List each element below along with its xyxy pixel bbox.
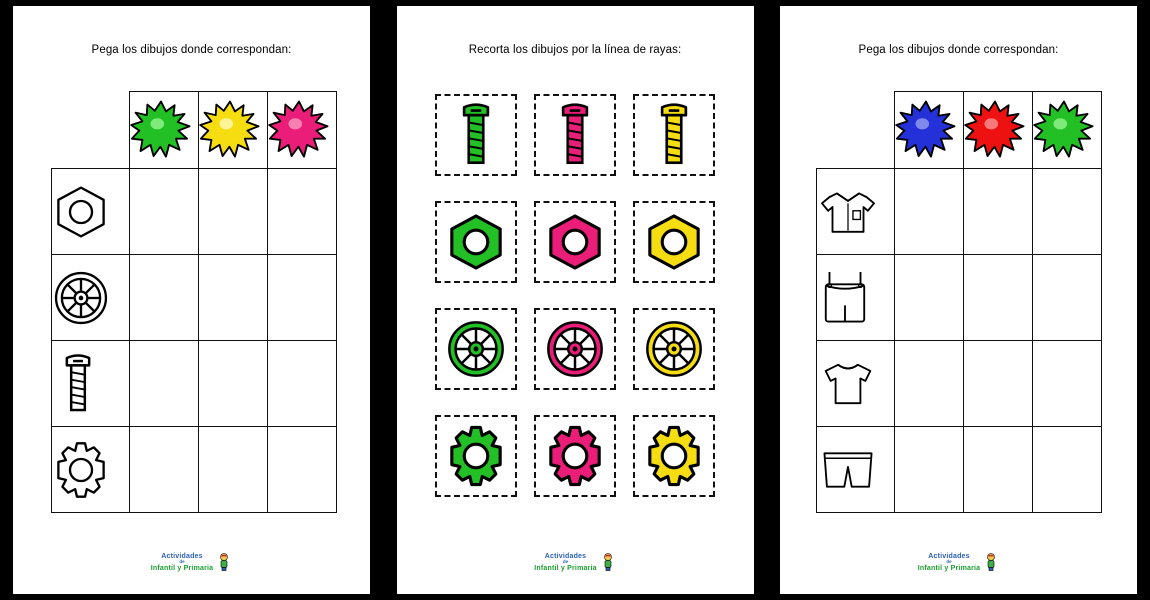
table-row (52, 341, 337, 427)
paste-grid-3 (816, 91, 1102, 513)
screw-magenta-icon (552, 102, 598, 168)
grid-corner (817, 92, 895, 169)
cutout-screw-magenta[interactable] (534, 94, 616, 176)
cutout-gear-yellow[interactable] (633, 415, 715, 497)
column-header-splat-red (964, 92, 1033, 169)
row-header-overalls-outline (817, 255, 895, 341)
nut-outline-icon (52, 183, 110, 241)
grid-corner (52, 92, 130, 169)
wheel-green-icon (445, 318, 507, 380)
page-title: Recorta los dibujos por la línea de rayas: (468, 44, 682, 56)
table-row (817, 341, 1102, 427)
footer-logo-text (151, 553, 214, 572)
worksheet-sheet-3 (780, 6, 1137, 594)
footer-logo (780, 553, 1137, 572)
paste-cell[interactable] (964, 427, 1033, 513)
footer-logo-line3: Infantil y Primaria (150, 564, 214, 572)
paste-grid-1 (51, 91, 337, 513)
paste-cell[interactable] (895, 255, 964, 341)
shirt-outline-icon (817, 186, 879, 238)
table-row (52, 169, 337, 255)
paste-cell[interactable] (130, 169, 199, 255)
gear-outline-icon (52, 441, 110, 499)
column-header-splat-magenta (268, 92, 337, 169)
cutout-nut-green[interactable] (435, 201, 517, 283)
splat-yellow-icon (199, 99, 261, 161)
tshirt-outline-icon (817, 359, 879, 409)
paste-cell[interactable] (1033, 255, 1102, 341)
splat-green-icon (1033, 99, 1095, 161)
paste-cell[interactable] (130, 255, 199, 341)
table-row (52, 92, 337, 169)
cutout-nut-magenta[interactable] (534, 201, 616, 283)
paste-cell[interactable] (130, 341, 199, 427)
footer-logo (13, 553, 370, 572)
footer-logo-line3: Infantil y Primaria (917, 564, 981, 572)
footer-logo-line1: Actividades (161, 552, 203, 560)
gear-yellow-icon (643, 425, 705, 487)
splat-red-icon (964, 99, 1026, 161)
cutout-wheel-magenta[interactable] (534, 308, 616, 390)
paste-cell[interactable] (268, 169, 337, 255)
table-row (817, 92, 1102, 169)
paste-cell[interactable] (895, 341, 964, 427)
page-title: Pega los dibujos donde correspondan: (858, 44, 1059, 56)
footer-logo-text (918, 553, 981, 572)
screw-outline-icon (52, 353, 104, 415)
paste-cell[interactable] (964, 255, 1033, 341)
worksheet-sheet-2 (397, 6, 754, 594)
footer-logo-mark-icon (983, 553, 999, 571)
gear-magenta-icon (544, 425, 606, 487)
cutout-gear-magenta[interactable] (534, 415, 616, 497)
footer-logo-line1: Actividades (928, 552, 970, 560)
row-header-shorts-outline (817, 427, 895, 513)
paste-cell[interactable] (199, 169, 268, 255)
screw-yellow-icon (651, 102, 697, 168)
cutout-screw-yellow[interactable] (633, 94, 715, 176)
footer-logo-line1: Actividades (544, 552, 587, 560)
paste-cell[interactable] (130, 427, 199, 513)
footer-logo-text (534, 553, 597, 572)
footer-logo-line3: Infantil y Primaria (534, 564, 597, 572)
footer-logo (397, 553, 754, 572)
splat-blue-icon (895, 99, 957, 161)
screw-green-icon (453, 102, 499, 168)
nut-green-icon (445, 211, 507, 273)
wheel-yellow-icon (643, 318, 705, 380)
column-header-splat-green (130, 92, 199, 169)
splat-magenta-icon (268, 99, 330, 161)
cutout-wheel-yellow[interactable] (633, 308, 715, 390)
paste-cell[interactable] (268, 341, 337, 427)
column-header-splat-green (1033, 92, 1102, 169)
column-header-splat-blue (895, 92, 964, 169)
paste-cell[interactable] (964, 169, 1033, 255)
paste-cell[interactable] (199, 341, 268, 427)
paste-cell[interactable] (1033, 427, 1102, 513)
footer-logo-mark-icon (600, 553, 616, 571)
wheel-outline-icon (52, 269, 110, 327)
table-row (817, 255, 1102, 341)
cutout-screw-green[interactable] (435, 94, 517, 176)
paste-cell[interactable] (895, 169, 964, 255)
footer-logo-mark-icon (216, 553, 232, 571)
paste-cell[interactable] (895, 427, 964, 513)
footer-logo-line2: de (562, 558, 569, 564)
paste-cell[interactable] (1033, 341, 1102, 427)
row-header-nut-outline (52, 169, 130, 255)
overalls-outline-icon (817, 267, 873, 329)
row-header-gear-outline (52, 427, 130, 513)
paste-cell[interactable] (199, 427, 268, 513)
nut-yellow-icon (643, 211, 705, 273)
table-row (817, 169, 1102, 255)
paste-cell[interactable] (268, 427, 337, 513)
table-row (52, 255, 337, 341)
wheel-magenta-icon (544, 318, 606, 380)
column-header-splat-yellow (199, 92, 268, 169)
footer-logo-line2: de (946, 558, 952, 564)
gear-green-icon (445, 425, 507, 487)
paste-cell[interactable] (199, 255, 268, 341)
table-row (52, 427, 337, 513)
splat-green-icon (130, 99, 192, 161)
worksheet-sheet-1 (13, 6, 370, 594)
row-header-shirt-outline (817, 169, 895, 255)
paste-cell[interactable] (1033, 169, 1102, 255)
cutout-area (427, 81, 724, 509)
cutout-nut-yellow[interactable] (633, 201, 715, 283)
footer-logo-line2: de (179, 558, 185, 564)
table-row (817, 427, 1102, 513)
shorts-outline-icon (817, 447, 879, 493)
cutout-gear-green[interactable] (435, 415, 517, 497)
paste-cell[interactable] (964, 341, 1033, 427)
nut-magenta-icon (544, 211, 606, 273)
paste-cell[interactable] (268, 255, 337, 341)
row-header-wheel-outline (52, 255, 130, 341)
row-header-tshirt-outline (817, 341, 895, 427)
cutout-wheel-green[interactable] (435, 308, 517, 390)
row-header-screw-outline (52, 341, 130, 427)
page-title: Pega los dibujos donde correspondan: (91, 44, 292, 56)
